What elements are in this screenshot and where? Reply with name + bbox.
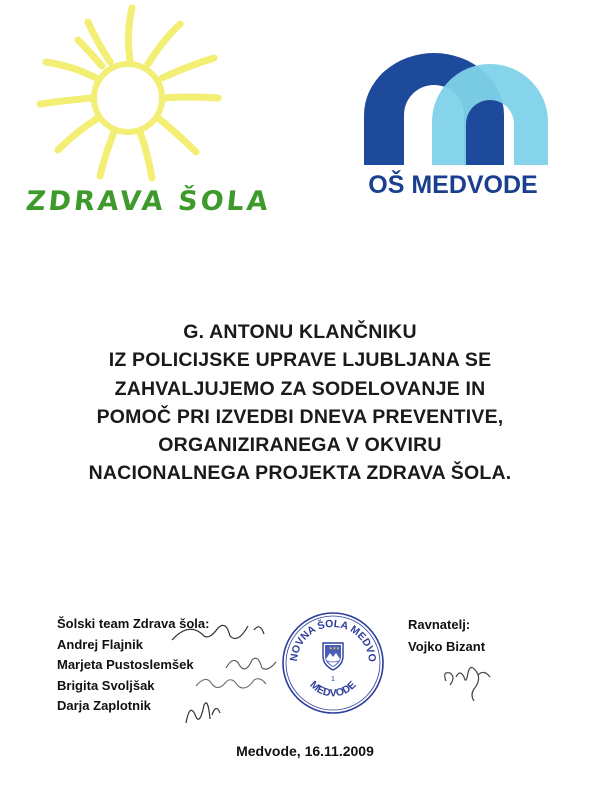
message-line: ZAHVALJUJEMO ZA SODELOVANJE IN [114,377,486,400]
team-heading: Šolski team Zdrava šola: [57,616,210,631]
letter-m-icon [354,40,554,165]
team-member: Marjeta Pustoslemšek [57,657,194,672]
team-member: Andrej Flajnik [57,636,143,652]
os-medvode-logo-text: OŠ MEDVODE [368,171,538,199]
zdrava-sola-logo [18,0,273,222]
thanks-message [30,318,570,488]
signature-flajnik [168,618,278,648]
message-line: POMOČ PRI IZVEDBI DNEVA PREVENTIVE, [96,405,504,428]
slovenian-coat-of-arms-icon [323,643,343,670]
seal-number: 1 [331,676,335,683]
school-seal [280,610,386,716]
seal-bottom-text: MEDVODE [307,678,359,700]
os-medvode-logo [348,40,558,215]
principal-name: Vojko Bizant [408,639,486,654]
sun-icon [18,0,238,190]
zdrava-sola-logo-text: ZDRAVA ŠOLA [24,186,273,217]
signature-zaplotnik [180,695,224,729]
message-line: IZ POLICIJSKE UPRAVE LJUBLJANA SE [108,349,492,372]
principal-title: Ravnatelj: [408,617,471,632]
message-line: NACIONALNEGA PROJEKTA ZDRAVA ŠOLA. [88,462,512,485]
message-line: G. ANTONU KLANČNIKU [183,321,417,343]
date-line: Medvode, 16.11.2009 [236,743,374,759]
signature-principal [438,655,498,703]
principal-block [408,614,558,658]
team-member: Darja Zaplotnik [57,698,151,713]
message-line: ORGANIZIRANEGA V OKVIRU [158,434,442,457]
svg-text:★★★: ★★★ [329,645,340,651]
team-member: Brigita Svoljšak [57,677,155,693]
seal-top-text: NOVNA ŠOLA MEDVO [287,617,379,663]
signature-svoljsak [192,672,272,696]
